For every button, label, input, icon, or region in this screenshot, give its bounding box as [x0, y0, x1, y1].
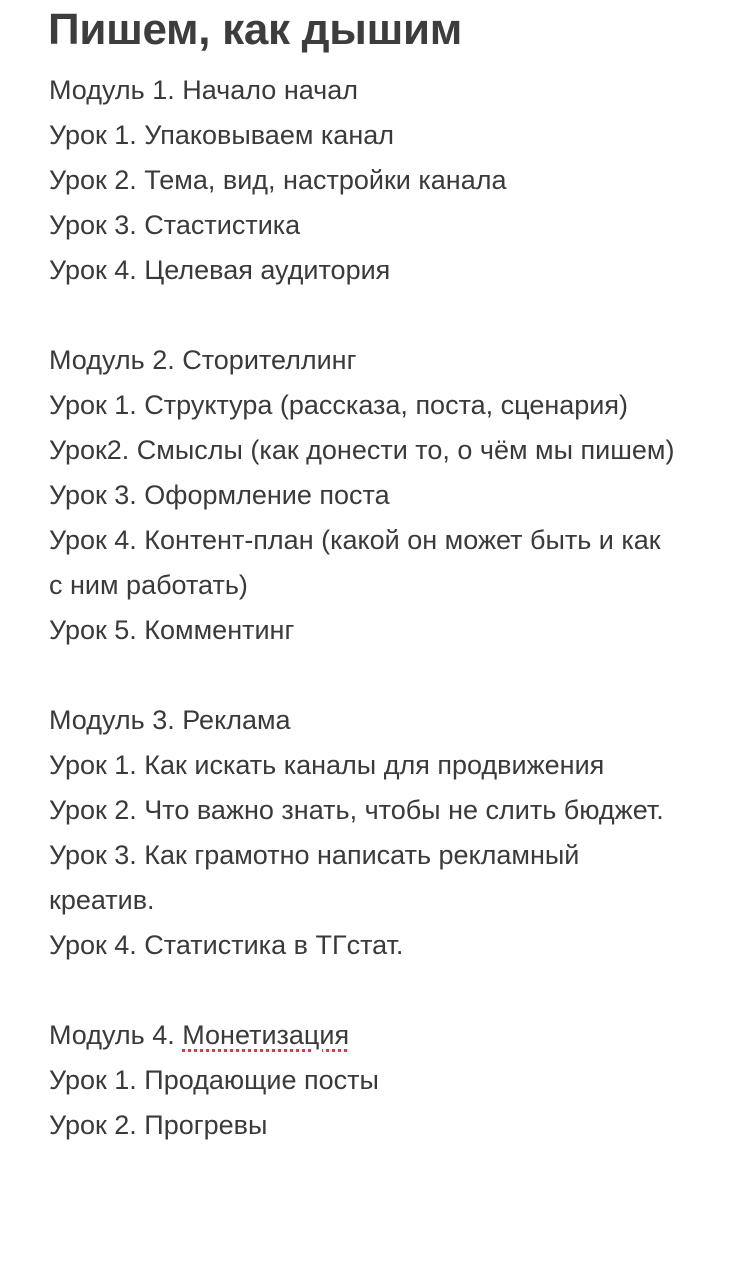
document-body[interactable] — [49, 68, 679, 1148]
module-heading — [49, 1013, 679, 1058]
lesson-item: Урок2. Смыслы (как донести то, о чём мы пишем) — [49, 435, 675, 465]
module-heading — [49, 68, 679, 113]
lesson-item: Урок 1. Продающие посты — [49, 1065, 379, 1095]
module-number: Модуль 4. — [49, 1020, 183, 1050]
module-number: Модуль 1. — [49, 75, 183, 105]
lesson-item: Урок 3. Как грамотно написать рекламный креатив. — [49, 840, 580, 915]
lesson-item: Урок 1. Как искать каналы для продвижения — [49, 750, 605, 780]
lesson-item: Урок 2. Прогревы — [49, 1110, 268, 1140]
module-number: Модуль 3. — [49, 705, 183, 735]
module-heading — [49, 698, 679, 743]
lesson-item: Урок 4. Целевая аудитория — [49, 255, 391, 285]
module-heading — [49, 338, 679, 383]
lesson-item: Урок 4. Статистика в ТГстат. — [49, 930, 404, 960]
module-name: Начало начал — [182, 75, 358, 105]
module-name: Реклама — [182, 705, 291, 735]
module-number: Модуль 2. — [49, 345, 183, 375]
blank-line — [49, 293, 679, 338]
lesson-item: Урок 5. Комментинг — [49, 615, 295, 645]
lesson-item: Урок 2. Тема, вид, настройки канала — [49, 165, 507, 195]
lesson-item: Урок 1. Упаковываем канал — [49, 120, 395, 150]
module-name: Сторителлинг — [182, 345, 357, 375]
blank-line — [49, 968, 679, 1013]
document-title: Пишем, как дышим — [48, 5, 462, 54]
lesson-item: Урок 3. Стастистика — [49, 210, 301, 240]
module-name-spellcheck-underlined[interactable]: Монетизация — [182, 1020, 350, 1050]
lesson-item: Урок 3. Оформление поста — [49, 480, 390, 510]
lesson-item: Урок 2. Что важно знать, чтобы не слить бюджет. — [49, 795, 664, 825]
lesson-item: Урок 4. Контент-план (какой он может быть и как с ним работать) — [49, 525, 661, 600]
lesson-item: Урок 1. Структура (рассказа, поста, сценария) — [49, 390, 628, 420]
blank-line — [49, 653, 679, 698]
